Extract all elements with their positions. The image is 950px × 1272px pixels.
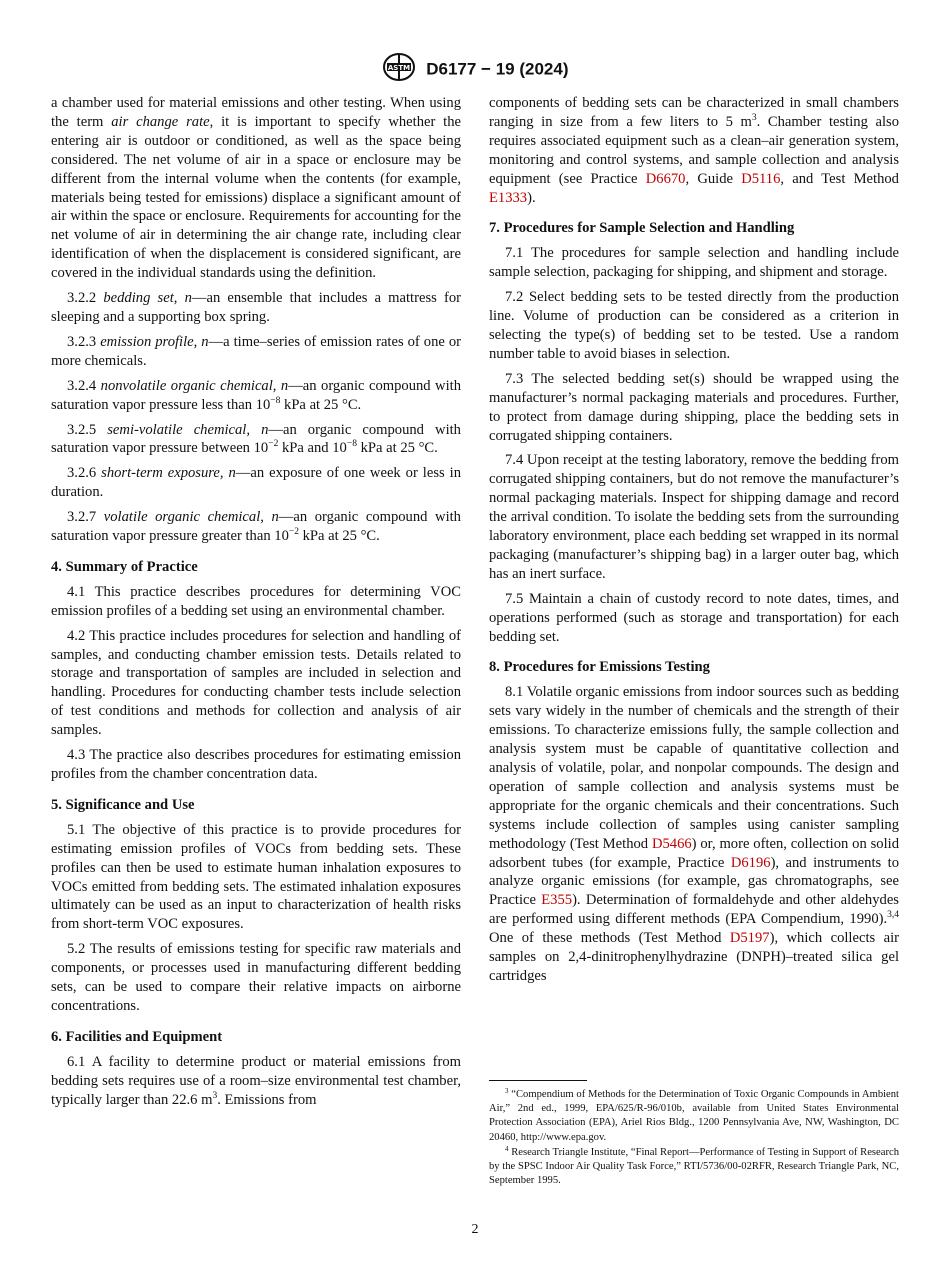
section-heading-8: 8. Procedures for Emissions Testing	[489, 659, 710, 676]
footnote-4: $^4$ Research Triangle Institute, “Final Report—Performance of Testing in Support of Research by the SPSC Indoor Air Quality Task Force,” RTI/5736/00-02RFR, Research Triangle Park, NC, September 1995.	[489, 1144, 899, 1187]
paragraph-8-1: 8.1 Volatile organic emissions from indoor sources such as bedding sets vary widely in the number of chemicals and the strength of their emissions. To characterize emissions fully, the sample collection and analysis system must be capable of quantitative collection and analysis of volatile, polar, and nonpolar compounds. The design and operation of sample collection and analysis systems must be appropriate for the organic chemicals and their concentrations. Such systems include collection of samples using canister sampling methodology (Test Method D5466) or, more often, collection on solid adsorbent tubes (for example, Practice D6196), and instruments to analyze organic emissions (for example, gas chromatographs, see Practice E355). Determination of formaldehyde and other aldehydes are performed using different methods (EPA Compendium, 1990).$^{3,4}$ One of these methods (Test Method D5197), which collects air samples on 2,4-dinitrophenylhydrazine (DNPH)–treated silica gel cartridges	[489, 684, 899, 984]
paragraph-3-2-3: 3.2.3 emission profile, n—a time–series of emission rates of one or more chemicals.	[51, 333, 461, 369]
paragraph-7-1: 7.1 The procedures for sample selection and handling include sample selection, packaging for shipping, and shipment and storage.	[489, 245, 899, 281]
ref-d5466[interactable]: D5466	[651, 835, 692, 852]
paragraph-4-2: 4.2 This practice includes procedures for selection and handling of samples, and conducting chamber emission tests. Details related to storage and transportation of samples are included in selection and handling. Procedures for conducting chamber tests include selection of test conditions and methods for collection and analysis of air samples.	[51, 627, 461, 739]
right-column	[489, 94, 899, 992]
section-heading-7: 7. Procedures for Sample Selection and Handling	[489, 220, 795, 237]
ref-d6670[interactable]: D6670	[645, 170, 686, 187]
paragraph-3-2-4: 3.2.4 nonvolatile organic chemical, n—an organic compound with saturation vapor pressure less than $10^{-8}$ kPa at 25 °C.	[51, 377, 461, 413]
paragraph-3-2-5: 3.2.5 semi-volatile chemical, n—an organic compound with saturation vapor pressure between $10^{-2}$ kPa and $10^{-8}$ kPa at 25 °C.	[51, 421, 461, 457]
paragraph-3-2-2: 3.2.2 bedding set, n—an ensemble that includes a mattress for sleeping and a supporting box spring.	[51, 290, 461, 325]
ref-d6196[interactable]: D6196	[730, 854, 771, 871]
ref-e1333[interactable]: E1333	[489, 189, 528, 206]
page-number: 2	[471, 1222, 479, 1237]
paragraph-4-1: 4.1 This practice describes procedures for determining VOC emission profiles of a bedding set using an environmental chamber.	[51, 583, 461, 619]
document-title: D6177 − 19 (2024)	[426, 59, 569, 79]
paragraph-7-3: 7.3 The selected bedding set(s) should be wrapped using the manufacturer’s normal packaging materials and procedures. Further, to protect from damage during shipping, place the bedding sets in corrugated shipping containers.	[489, 370, 899, 444]
svg-text:ASTM: ASTM	[387, 63, 410, 72]
ref-e355[interactable]: E355	[541, 892, 573, 909]
paragraph-3-2-6: 3.2.6 short-term exposure, n—an exposure of one week or less in duration.	[51, 465, 462, 501]
page-header	[0, 52, 950, 87]
paragraph-3-2-1-cont: a chamber used for material emissions and other testing. When using the term air change rate, it is important to specify whether the entering air is outdoor or conditioned, as well as the space being considered. The net volume of air in a space or enclosure may be different from the internal volume when the contents (for example, materials being tested for emissions) displace a significant amount of air within the space or enclosure. Requirements for accounting for the net volume of air in determining the air change rate, including clear identification of when the displacement is considered significant, are covered in the individual standards using the definition.	[51, 95, 462, 282]
paragraph-7-4: 7.4 Upon receipt at the testing laboratory, remove the bedding from corrugated shipping containers, but do not remove the manufacturer’s normal packaging materials. Inspect for shipping damage and record the arrival condition. To isolate the bedding sets from the surrounding laboratory environment, place each bedding set wrapped in its normal packaging (manufacturer’s shipping bag) in a larger outer bag, which has an inert surface.	[489, 452, 899, 582]
section-heading-6: 6. Facilities and Equipment	[51, 1028, 223, 1045]
ref-d5197[interactable]: D5197	[729, 930, 770, 947]
paragraph-5-2: 5.2 The results of emissions testing for specific raw materials and components, or processes used in manufacturing different bedding sets, can be used to compare their relative impacts on airborne concentrations.	[51, 941, 461, 1014]
footnote-divider	[489, 1080, 587, 1081]
paragraph-5-1: 5.1 The objective of this practice is to provide procedures for estimating emission profiles of VOCs from bedding sets. These profiles can then be used to estimate human inhalation exposures to VOCs emitted from bedding sets. The estimated inhalation exposures ultimately can be used as an input to characterization of health risks from short-term VOC exposures.	[51, 821, 461, 933]
left-column	[51, 94, 461, 1116]
section-heading-5: 5. Significance and Use	[51, 796, 195, 813]
paragraph-7-2: 7.2 Select bedding sets to be tested directly from the production line. Volume of production can be considered as a criterion in selecting the type(s) of bedding set to be tested. Use a random number table to avoid biases in selection.	[489, 289, 899, 362]
paragraph-4-3: 4.3 The practice also describes procedures for estimating emission profiles from the chamber concentration data.	[51, 747, 461, 782]
astm-logo-icon	[382, 52, 416, 87]
paragraph-6-1: 6.1 A facility to determine product or material emissions from bedding sets requires use of a room–size environmental test chamber, typically larger than 22.6 $m^3$. Emissions from	[51, 1053, 461, 1108]
footnote-3: $^3$ “Compendium of Methods for the Determination of Toxic Organic Compounds in Ambient Air,” 2nd ed., 1999, EPA/625/R-96/010b, available from United States Environmental Protection Association (EPA), Ariel Rios Bldg., 1200 Pennsylvania Ave, NW, Washington, DC 20460, http://www.epa.gov.	[489, 1087, 899, 1143]
section-heading-4: 4. Summary of Practice	[51, 558, 198, 575]
footnotes	[489, 1088, 899, 1189]
paragraph-7-5: 7.5 Maintain a chain of custody record to note dates, times, and operations performed (such as storage and transportation) for each bedding set.	[489, 590, 899, 645]
ref-d5116[interactable]: D5116	[741, 170, 781, 187]
paragraph-3-2-7: 3.2.7 volatile organic chemical, n—an organic compound with saturation vapor pressure greater than $10^{-2}$ kPa at 25 °C.	[51, 509, 461, 545]
paragraph-6-1-cont: components of bedding sets can be characterized in small chambers ranging in size from a few liters to 5 $m^3$. Chamber testing also requires associated equipment such as a clean–air generation system, monitoring and control systems, and sample collection and analysis equipment (see Practice D6670, Guide D5116, and Test Method E1333).	[489, 95, 899, 206]
